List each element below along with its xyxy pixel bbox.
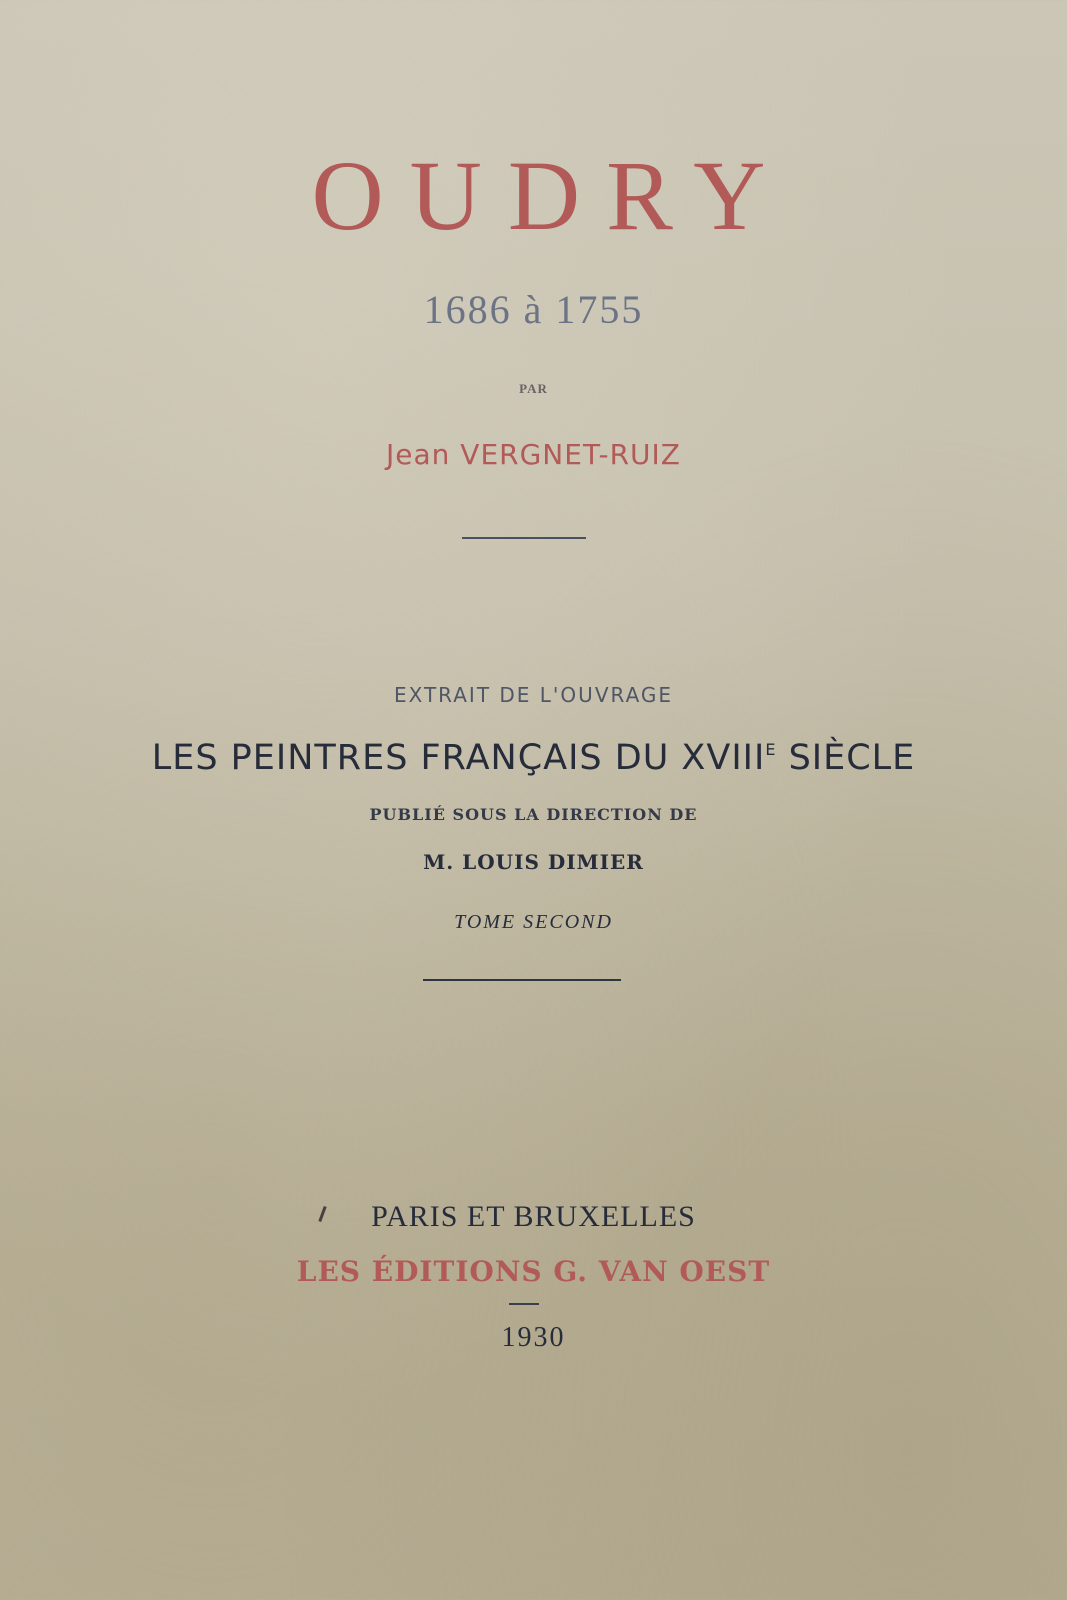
extract-label: EXTRAIT DE L'OUVRAGE <box>393 683 674 707</box>
publication-place: PARIS ET BRUXELLES <box>371 1200 696 1233</box>
divider-rule-short <box>509 1303 539 1305</box>
book-title: OUDRY <box>311 140 792 251</box>
director-name: M. LOUIS DIMIER <box>423 850 644 874</box>
author-name: Jean VERGNET-RUIZ <box>386 438 681 471</box>
published-label: PUBLIÉ SOUS LA DIRECTION DE <box>369 805 698 824</box>
work-title-superscript: E <box>765 740 777 759</box>
life-dates: 1686 à 1755 <box>423 287 644 332</box>
publication-year: 1930 <box>501 1322 566 1353</box>
work-title-main: LES PEINTRES FRANÇAIS DU XVIII <box>151 738 766 778</box>
volume-label: TOME SECOND <box>454 911 613 933</box>
work-title <box>0 738 1067 778</box>
by-label: PAR <box>519 381 548 396</box>
divider-rule-middle <box>423 979 621 981</box>
work-title-end: SIÈCLE <box>776 738 916 778</box>
publisher-name: LES ÉDITIONS G. VAN OEST <box>296 1255 771 1288</box>
divider-rule-top <box>462 537 586 539</box>
